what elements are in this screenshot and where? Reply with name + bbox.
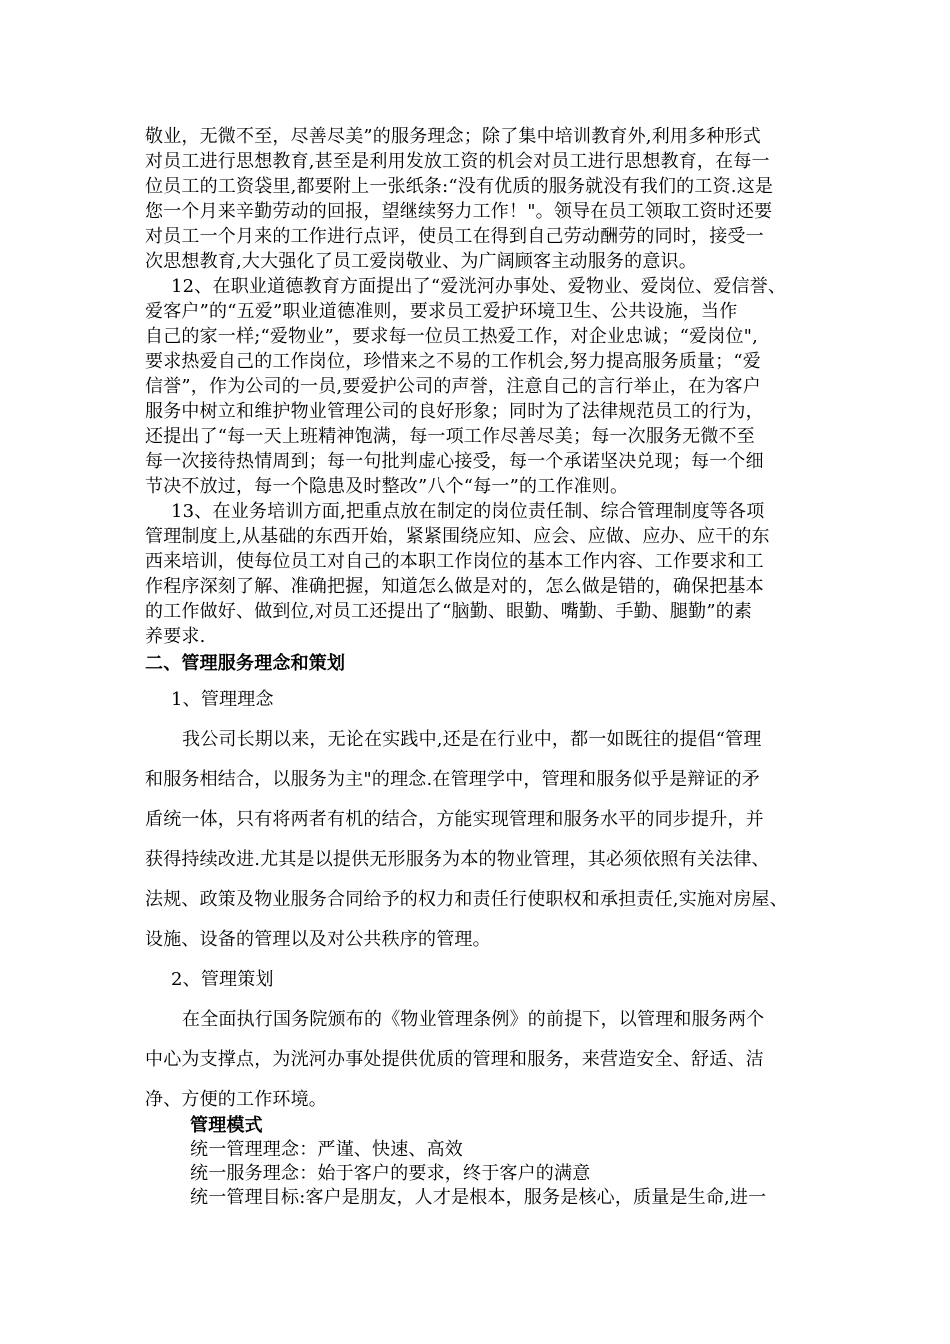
subsection-heading: 1、管理理念 [171, 689, 274, 710]
paragraph-line: 12、在职业道德教育方面提出了“爱洸河办事处、爱物业、爱岗位、爱信誉、 [171, 276, 787, 297]
paragraph-line: 您一个月来辛勤劳动的回报，望继续努力工作！"。领导在员工领取工资时还要 [145, 201, 773, 222]
list-item: 统一服务理念：始于客户的要求，终于客户的满意 [190, 1163, 591, 1184]
paragraph-line: 对员工一个月来的工作进行点评，使员工在得到自己劳动酬劳的同时，接受一 [145, 226, 764, 247]
paragraph-line: 敬业，无微不至，尽善尽美”的服务理念；除了集中培训教育外,利用多种形式 [145, 126, 761, 147]
paragraph-line: 西来培训，使每位员工对自己的本职工作岗位的基本工作内容、工作要求和工 [145, 551, 764, 572]
paragraph-line: 自己的家一样;“爱物业”，要求每一位员工热爱工作，对企业忠诚；“爱岗位", [145, 326, 759, 347]
paragraph-line: 每一次接待热情周到；每一句批判虚心接受，每一个承诺坚决兑现；每一个细 [145, 451, 764, 472]
paragraph-line: 信誉”，作为公司的一员,要爱护公司的声誉，注意自己的言行举止，在为客户 [145, 376, 761, 397]
paragraph-line: 作程序深刻了解、准确把握，知道怎么做是对的，怎么做是错的，确保把基本 [145, 576, 764, 597]
paragraph-line: 还提出了“每一天上班精神饱满，每一项工作尽善尽美；每一次服务无微不至 [145, 426, 755, 447]
paragraph-line: 爱客户”的“五爱”职业道德准则，要求员工爱护环境卫生、公共设施，当作 [145, 301, 738, 322]
paragraph-line: 的工作做好、做到位,对员工还提出了“脑勤、眼勤、嘴勤、手勤、腿勤”的素 [145, 601, 753, 622]
paragraph-line: 对员工进行思想教育,甚至是利用发放工资的机会对员工进行思想教育，在每一 [145, 151, 770, 172]
paragraph-line: 设施、设备的管理以及对公共秩序的管理。 [145, 929, 491, 950]
paragraph-line: 法规、政策及物业服务合同给予的权力和责任行使职权和承担责任,实施对房屋、 [145, 889, 788, 910]
paragraph-line: 获得持续改进.尤其是以提供无形服务为本的物业管理，其必须依照有关法律、 [145, 849, 770, 870]
paragraph-line: 次思想教育,大大强化了员工爱岗敬业、为广阔顾客主动服务的意识。 [145, 251, 697, 272]
paragraph-line: 盾统一体，只有将两者有机的结合，方能实现管理和服务水平的同步提升，并 [145, 809, 764, 830]
paragraph-line: 管理制度上,从基础的东西开始，紧紧围绕应知、应会、应做、应办、应干的东 [145, 526, 770, 547]
paragraph-line: 养要求. [145, 626, 206, 647]
paragraph-line: 节决不放过，每一个隐患及时整改”八个“每一”的工作准则。 [145, 476, 629, 497]
subsection-heading: 2、管理策划 [171, 969, 274, 990]
list-item: 统一管理目标:客户是朋友，人才是根本，服务是核心，质量是生命,进一 [190, 1187, 767, 1208]
paragraph-line: 13、在业务培训方面,把重点放在制定的岗位责任制、综合管理制度等各项 [171, 501, 765, 522]
mode-heading: 管理模式 [190, 1115, 263, 1136]
paragraph-line: 要求热爱自己的工作岗位，珍惜来之不易的工作机会,努力提高服务质量；“爱 [145, 351, 761, 372]
paragraph-line: 在全面执行国务院颁布的《物业管理条例》的前提下，以管理和服务两个 [182, 1009, 765, 1030]
paragraph-line: 和服务相结合，以服务为主"的理念.在管理学中，管理和服务似乎是辩证的矛 [145, 769, 760, 790]
paragraph-line: 中心为支撑点，为洸河办事处提供优质的管理和服务，来营造安全、舒适、洁 [145, 1049, 764, 1070]
paragraph-line: 服务中树立和维护物业管理公司的良好形象；同时为了法律规范员工的行为， [145, 401, 764, 422]
list-item: 统一管理理念：严谨、快速、高效 [190, 1139, 463, 1160]
section-heading: 二、管理服务理念和策划 [145, 653, 346, 674]
paragraph-line: 位员工的工资袋里,都要附上一张纸条:“没有优质的服务就没有我们的工资.这是 [145, 176, 774, 197]
paragraph-line: 净、方便的工作环境。 [145, 1089, 327, 1110]
paragraph-line: 我公司长期以来，无论在实践中,还是在行业中，都一如既往的提倡“管理 [182, 729, 762, 750]
